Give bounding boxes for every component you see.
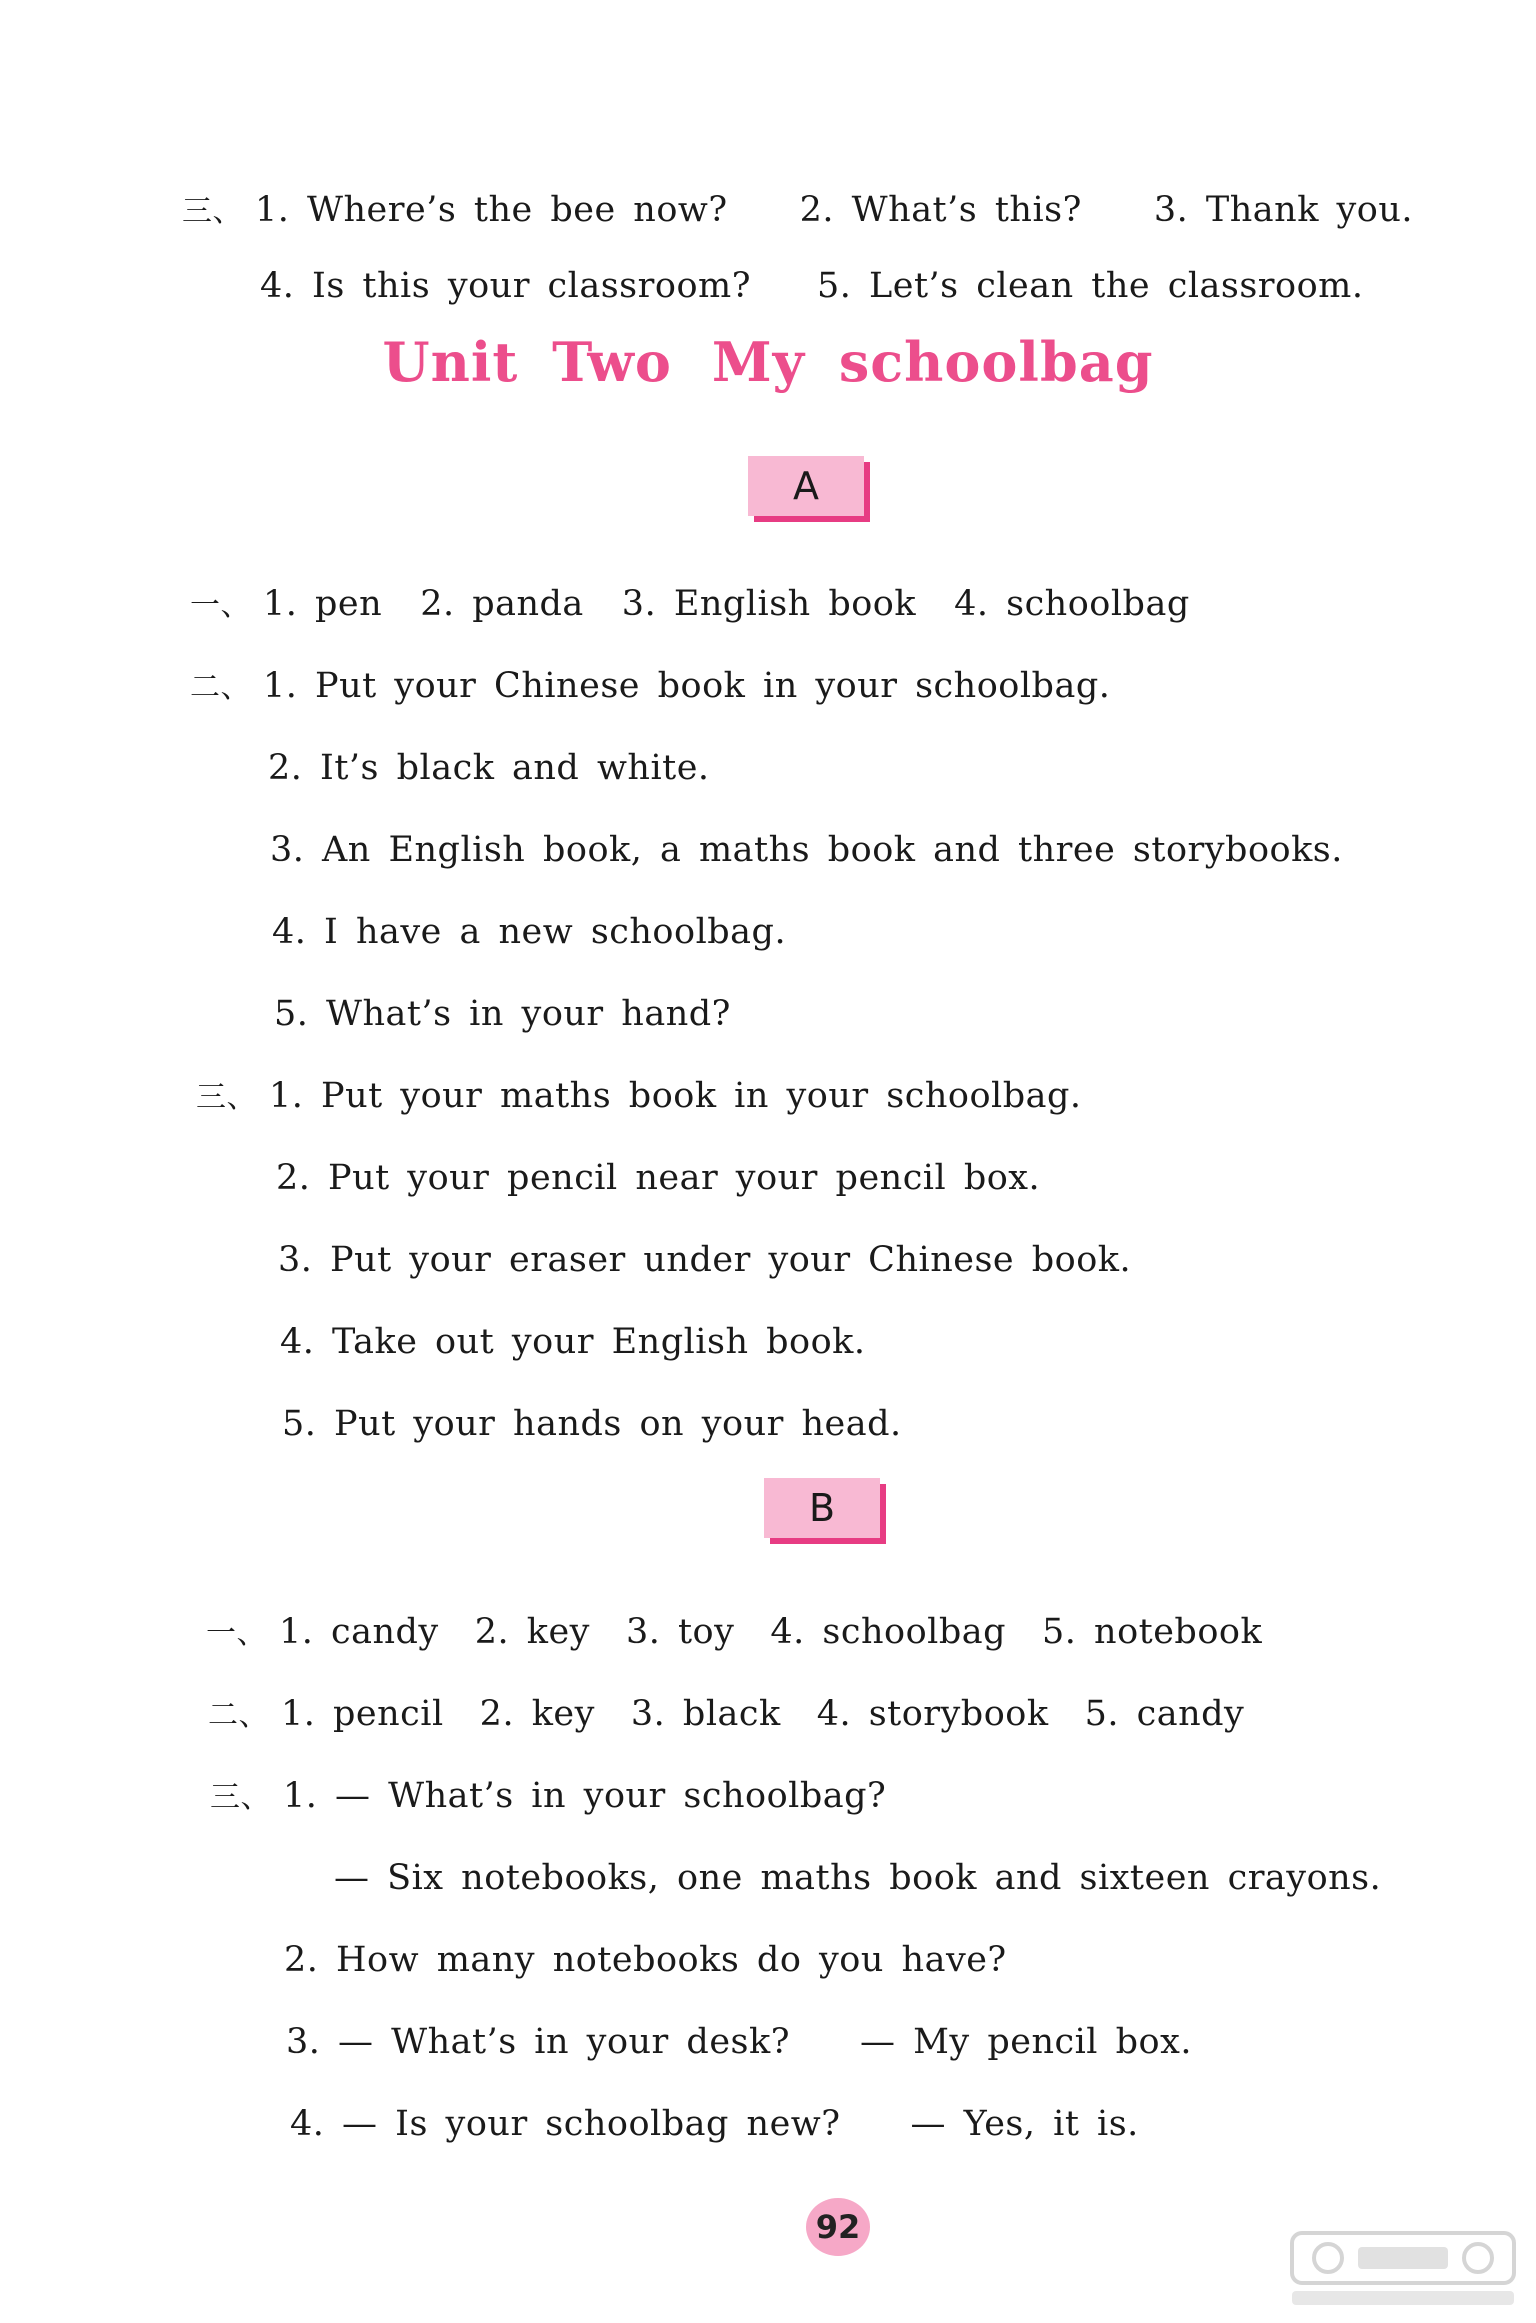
section-b-part3-item1-answer bbox=[334, 1856, 1381, 1900]
section-marker: 一、 bbox=[190, 588, 251, 623]
section-b-part2 bbox=[208, 1692, 1244, 1738]
section-marker: 一、 bbox=[206, 1616, 267, 1651]
answer-item: 5. Put your hands on your head. bbox=[282, 1404, 902, 1444]
answer-item: 5. Let’s clean the classroom. bbox=[816, 266, 1364, 306]
answer-item: 3. Put your eraser under your Chinese book. bbox=[278, 1240, 1132, 1280]
answer-item: 2. key bbox=[479, 1694, 595, 1734]
answer-item: 3. English book bbox=[621, 584, 917, 624]
section-b-part3-item2 bbox=[284, 1938, 1007, 1982]
answer-item: 2. What’s this? bbox=[799, 190, 1082, 230]
answer-item: 1. candy bbox=[279, 1612, 439, 1652]
answer-item: 4. storybook bbox=[816, 1694, 1049, 1734]
answer-item: 3. An English book, a maths book and three storybooks. bbox=[270, 830, 1343, 870]
unit-title-part1: Unit Two bbox=[382, 330, 672, 394]
section-marker: 三、 bbox=[196, 1080, 257, 1115]
answer-item: 2. Put your pencil near your pencil box. bbox=[276, 1158, 1041, 1198]
answer-item: — Six notebooks, one maths book and sixteen crayons. bbox=[334, 1858, 1382, 1898]
answer-item: 4. Is this your classroom? bbox=[260, 266, 751, 306]
answer-item: 4. I have a new schoolbag. bbox=[272, 912, 787, 952]
answer-item: 4. — Is your schoolbag new? bbox=[290, 2104, 841, 2144]
answer-item: — My pencil box. bbox=[859, 2022, 1192, 2062]
section-a-part2-item3 bbox=[270, 828, 1343, 872]
unit-title bbox=[0, 330, 1536, 394]
answer-item: 5. What’s in your hand? bbox=[274, 994, 731, 1034]
answer-item: 3. black bbox=[630, 1694, 781, 1734]
answer-item: — Yes, it is. bbox=[910, 2104, 1139, 2144]
section-b-part3-item3 bbox=[286, 2020, 1192, 2064]
answer-item: 1. pen bbox=[263, 584, 383, 624]
section-b-part1 bbox=[206, 1610, 1262, 1656]
answer-item: 2. panda bbox=[420, 584, 584, 624]
page-number: 92 bbox=[806, 2198, 870, 2256]
answer-item: 1. — What’s in your schoolbag? bbox=[283, 1776, 887, 1816]
section-a-part1 bbox=[190, 582, 1190, 628]
section-b-part3-item1-question bbox=[210, 1774, 886, 1820]
answer-item: 2. key bbox=[474, 1612, 590, 1652]
answer-item: 1. Where’s the bee now? bbox=[255, 190, 728, 230]
section-a-badge: A bbox=[748, 456, 864, 516]
section-marker: 三、 bbox=[210, 1780, 271, 1815]
section-a-part2-item4 bbox=[272, 910, 786, 954]
answer-item: 2. How many notebooks do you have? bbox=[284, 1940, 1007, 1980]
answer-item: 1. Put your Chinese book in your schoolbag. bbox=[263, 666, 1111, 706]
answer-item: 3. toy bbox=[625, 1612, 735, 1652]
watermark-logo-icon bbox=[1288, 2229, 1518, 2311]
answer-item: 4. schoolbag bbox=[954, 584, 1190, 624]
top-row-1 bbox=[182, 188, 1413, 234]
top-row-2 bbox=[260, 264, 1364, 308]
section-a-part3-item4 bbox=[280, 1320, 866, 1364]
answer-item: 1. pencil bbox=[281, 1694, 444, 1734]
section-a-part2-item2 bbox=[268, 746, 710, 790]
section-marker: 二、 bbox=[190, 670, 251, 705]
section-a-part2-item1 bbox=[190, 664, 1110, 710]
section-marker: 三、 bbox=[182, 194, 243, 229]
section-a-part3-item3 bbox=[278, 1238, 1131, 1282]
answer-item: 3. Thank you. bbox=[1153, 190, 1414, 230]
section-a-part3-item2 bbox=[276, 1156, 1040, 1200]
answer-item: 1. Put your maths book in your schoolbag. bbox=[269, 1076, 1082, 1116]
unit-title-part2: My schoolbag bbox=[711, 330, 1154, 394]
section-a-part3-item5 bbox=[282, 1402, 902, 1446]
answer-item: 4. schoolbag bbox=[770, 1612, 1007, 1652]
answer-item: 3. — What’s in your desk? bbox=[286, 2022, 790, 2062]
section-b-part3-item4 bbox=[290, 2102, 1139, 2146]
section-marker: 二、 bbox=[208, 1698, 269, 1733]
answer-item: 2. It’s black and white. bbox=[268, 748, 710, 788]
answer-item: 4. Take out your English book. bbox=[280, 1322, 866, 1362]
answer-item: 5. candy bbox=[1084, 1694, 1245, 1734]
answer-item: 5. notebook bbox=[1042, 1612, 1263, 1652]
section-a-part2-item5 bbox=[274, 992, 731, 1036]
section-b-badge: B bbox=[764, 1478, 880, 1538]
section-a-part3-item1 bbox=[196, 1074, 1082, 1120]
